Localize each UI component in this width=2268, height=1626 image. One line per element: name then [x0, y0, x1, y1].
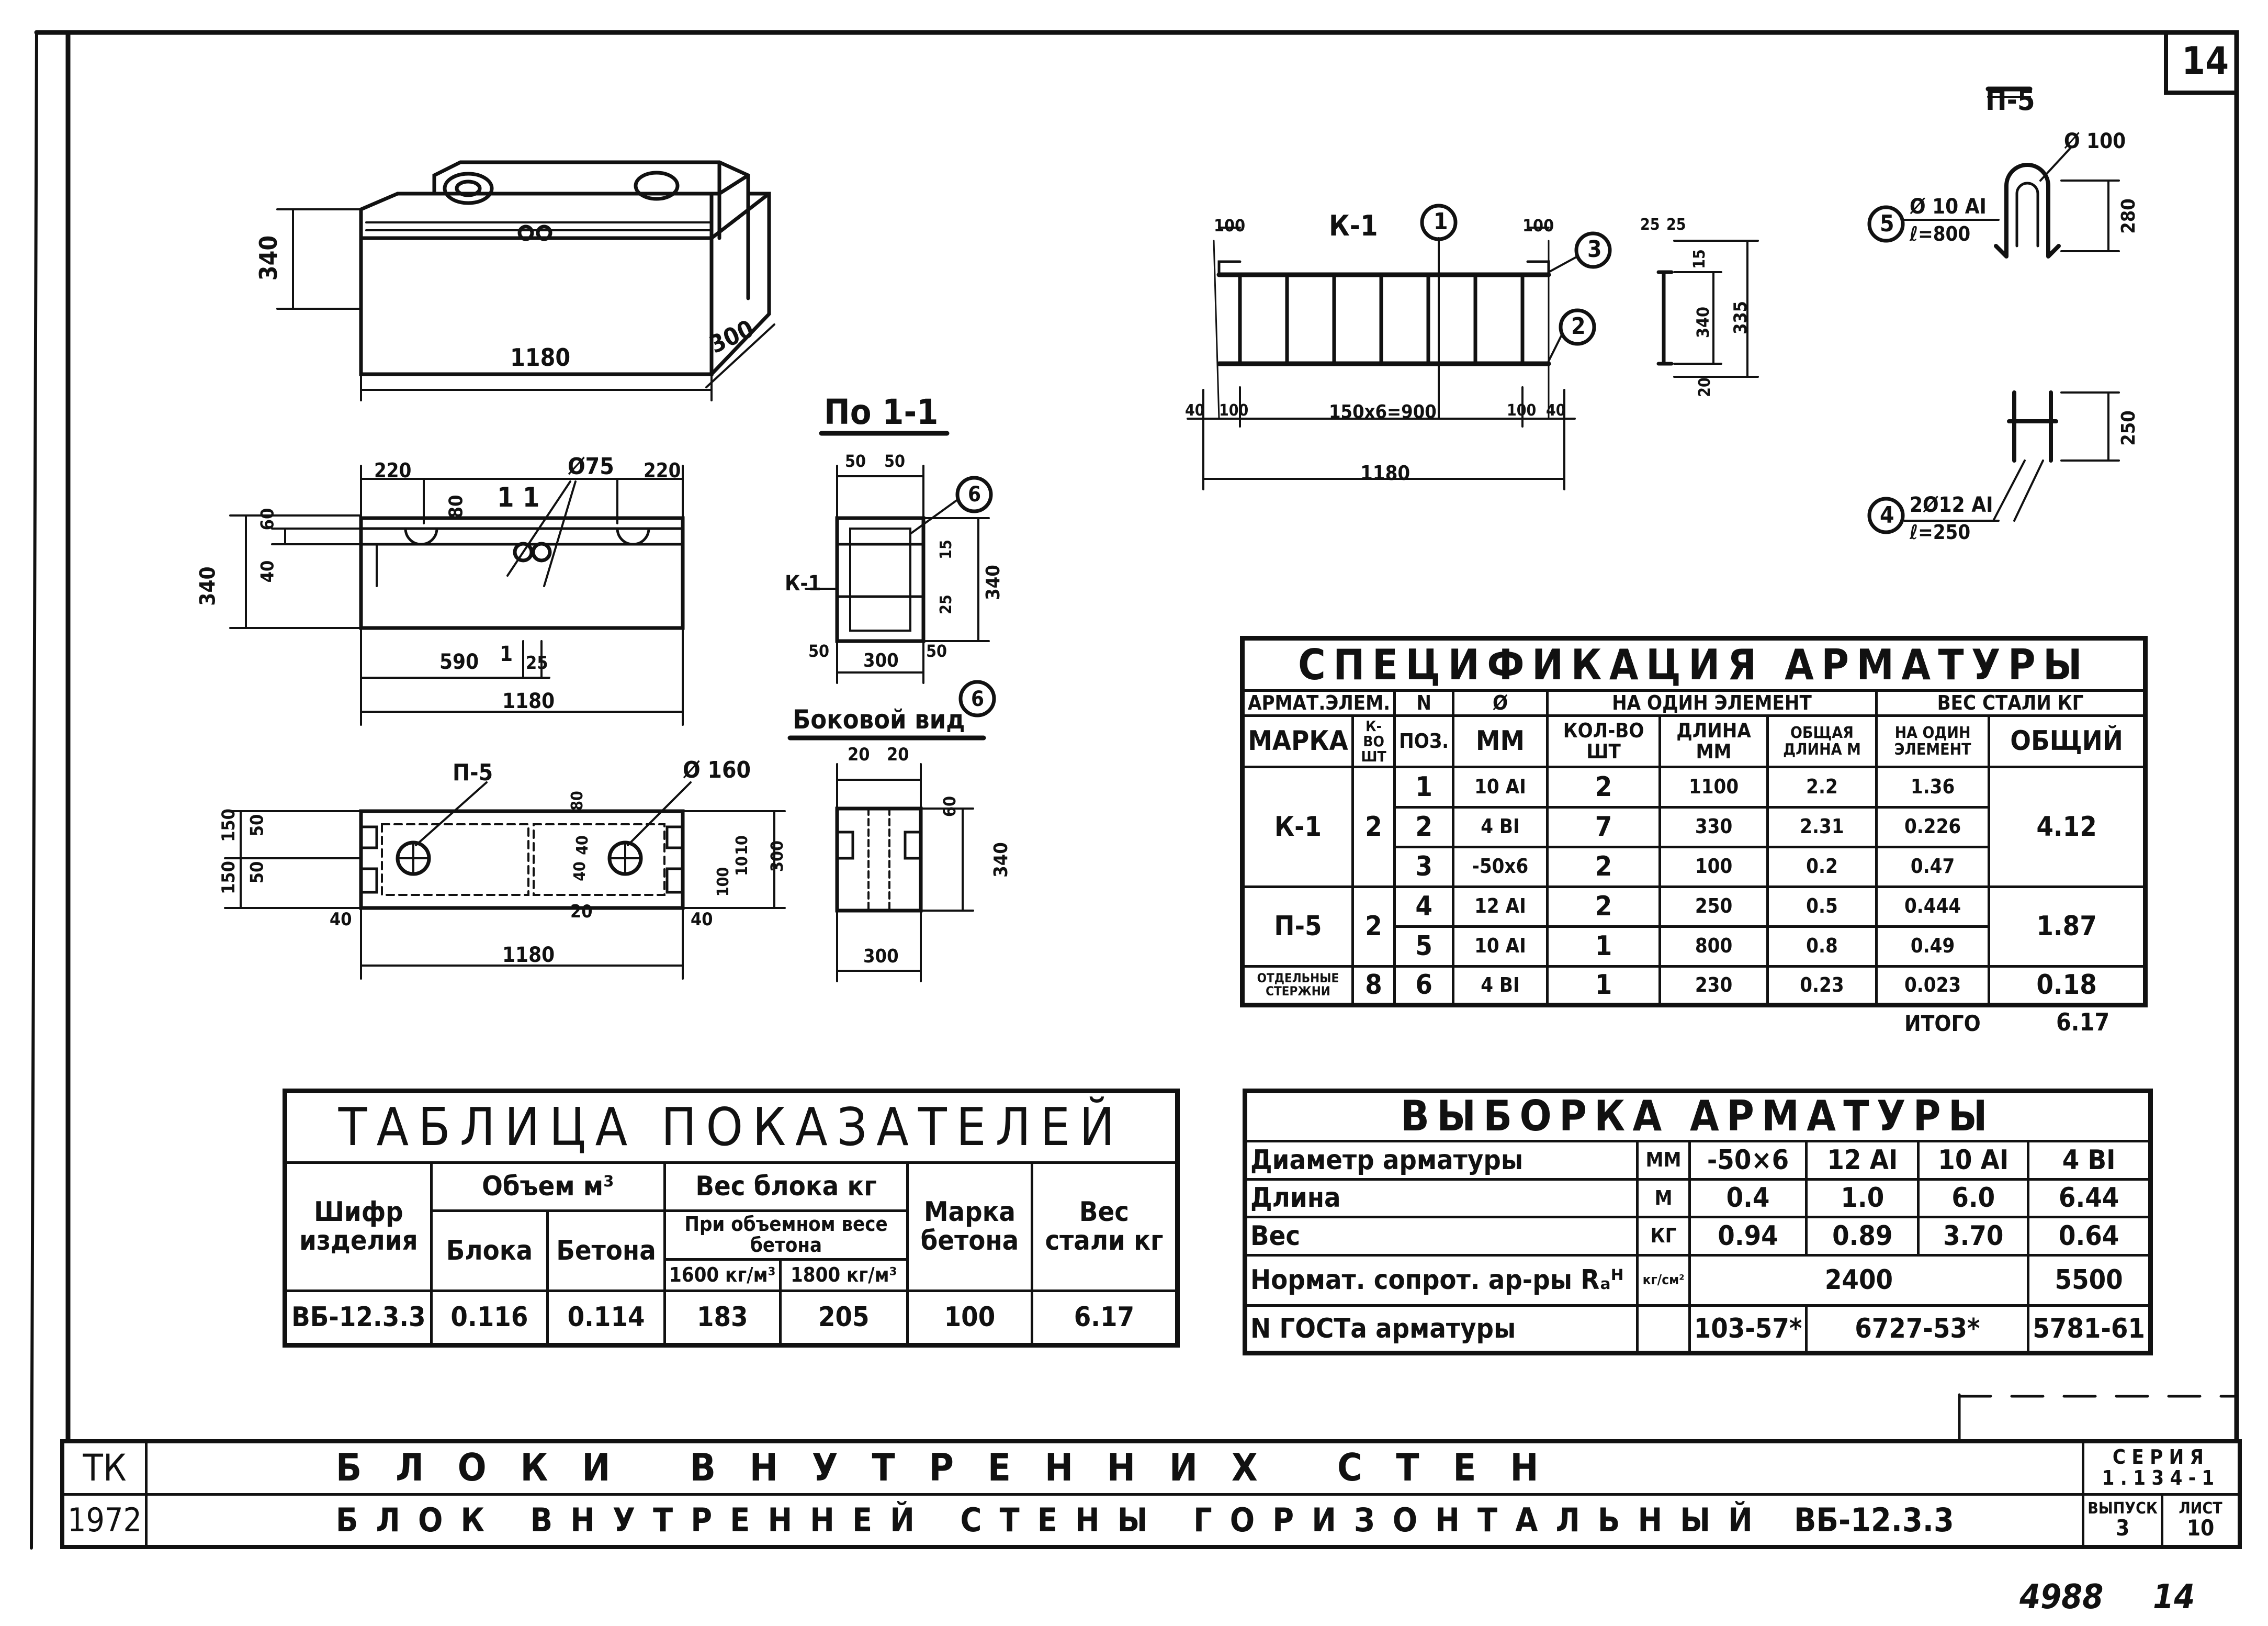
spec-row — [1243, 966, 2146, 1005]
sel-cell: 0.94 — [1689, 1217, 1807, 1255]
spec-sum-value: 6.17 — [2056, 1008, 2110, 1036]
rebar-specification-table — [1240, 636, 2148, 1007]
ind-grade: 100 — [908, 1291, 1032, 1345]
spec-row — [1243, 887, 2146, 926]
sel-cell: 1.0 — [1807, 1179, 1919, 1217]
spec-pos: 4 — [1395, 887, 1453, 926]
spec-total-len: 0.2 — [1767, 847, 1876, 887]
spec-weight-total: 1.87 — [1989, 887, 2146, 966]
spec-weight-one: 0.226 — [1877, 807, 1989, 847]
p5-spec4-len: ℓ=250 — [1910, 521, 1971, 544]
spec-title: СПЕЦИФИКАЦИЯ АРМАТУРЫ — [1243, 638, 2146, 691]
k1-dim-15: 15 — [1690, 249, 1709, 269]
k1-dim-100-right: 100 — [1507, 401, 1537, 420]
p5-callout-4: 4 — [1880, 502, 1894, 529]
spec-h-pos: N — [1395, 691, 1453, 715]
plan-dim-40a: 40 — [573, 835, 592, 855]
spec-weight-total: 4.12 — [1989, 767, 2146, 887]
section-dim-15: 15 — [936, 540, 955, 559]
ind-weight-1800: 205 — [780, 1291, 907, 1345]
ind-h-density: При объемном весе бетона — [665, 1211, 908, 1260]
sel-gost-2: 6727-53* — [1807, 1306, 2028, 1353]
p5-hole-dim: Ø 100 — [2064, 129, 2126, 153]
spec-h-total-len: ОБЩАЯ ДЛИНА М — [1767, 715, 1876, 767]
front-total-height: 340 — [196, 566, 220, 606]
spec-h-dia: Ø — [1453, 691, 1548, 715]
spec-pos: 6 — [1395, 966, 1453, 1005]
sel-norm-label: Нормат. сопрот. ар-ры Rₐᴴ — [1245, 1255, 1638, 1306]
plan-dim-40-left: 40 — [330, 909, 352, 930]
spec-body — [1243, 767, 2146, 1005]
plan-dim-150b: 150 — [218, 861, 239, 894]
spec-qty: 2 — [1352, 887, 1394, 966]
spec-pos: 2 — [1395, 807, 1453, 847]
side-view-title: Боковой вид — [793, 704, 965, 735]
ind-vol-block: 0.116 — [431, 1291, 547, 1345]
spec-qty: 8 — [1352, 966, 1394, 1005]
k1-callout-2: 2 — [1571, 313, 1586, 340]
ind-code: ВБ-12.3.3 — [285, 1291, 432, 1345]
selection-row — [1245, 1217, 2151, 1255]
front-dim-80: 80 — [445, 495, 467, 519]
spec-h-weight: ВЕС СТАЛИ КГ — [1877, 691, 2146, 715]
plan-dim-20: 20 — [570, 901, 593, 922]
tb-issue-cell — [2083, 1494, 2162, 1547]
plan-dim-100: 100 — [714, 867, 733, 897]
side-dim-20a: 20 — [848, 744, 870, 765]
ind-h-block-weight: Вес блока кг — [665, 1162, 908, 1211]
spec-h-w-one: НА ОДИН ЭЛЕМЕНТ — [1877, 715, 1989, 767]
spec-pos: 3 — [1395, 847, 1453, 887]
spec-count: 2 — [1547, 887, 1660, 926]
side-width-dim: 300 — [863, 946, 899, 967]
front-hole-dim: Ø75 — [568, 453, 614, 480]
section-title: По 1-1 — [824, 392, 939, 432]
plan-dim-10b: 10 — [732, 856, 751, 876]
k1-dim-340: 340 — [1693, 306, 1713, 339]
front-dim-right: 220 — [644, 459, 681, 482]
k1-dim-left: 100 — [1214, 216, 1246, 236]
plan-hole-dim: Ø 160 — [683, 757, 751, 783]
iso-length-dim: 1180 — [510, 343, 571, 372]
spec-pos: 1 — [1395, 767, 1453, 807]
spec-count: 7 — [1547, 807, 1660, 847]
spec-h-elem: АРМАТ.ЭЛЕМ. — [1243, 691, 1395, 715]
sel-norm-value: 2400 — [1689, 1255, 2028, 1306]
sel-cell: 0.89 — [1807, 1217, 1919, 1255]
tb-sheet-label: ЛИСТ — [2179, 1499, 2222, 1518]
spec-h-len: ДЛИНА ММ — [1660, 715, 1768, 767]
sel-cell: 0.4 — [1689, 1179, 1807, 1217]
plan-dim-40b: 40 — [570, 861, 589, 881]
selection-row — [1245, 1141, 2151, 1179]
p5-dim-250: 250 — [2117, 410, 2139, 446]
sel-cell: 6.44 — [2028, 1179, 2151, 1217]
plan-dim-50a: 50 — [246, 814, 268, 837]
spec-h-mark: МАРКА — [1243, 715, 1353, 767]
archive-stamp-left: 4988 — [2019, 1578, 2104, 1617]
spec-h-pos2: ПОЗ. — [1395, 715, 1453, 767]
title-block — [60, 1439, 2242, 1549]
ind-h-density-1800: 1800 кг/м³ — [780, 1260, 907, 1291]
spec-dia: 10 AI — [1453, 767, 1548, 807]
sel-norm-last: 5500 — [2028, 1255, 2151, 1306]
k1-dim-40-right: 40 — [1546, 401, 1566, 420]
ind-h-code: Шифр изделия — [285, 1162, 432, 1291]
indicators-table — [283, 1089, 1180, 1348]
front-dim-left: 220 — [374, 459, 412, 482]
tb-issue: 3 — [2115, 1515, 2130, 1541]
tb-issue-label: ВЫПУСК — [2088, 1499, 2158, 1518]
sel-cell: -50×6 — [1689, 1141, 1807, 1179]
ind-h-vol-block: Блока — [431, 1211, 547, 1291]
sel-row-unit: ММ — [1638, 1141, 1689, 1179]
spec-h-one: НА ОДИН ЭЛЕМЕНТ — [1547, 691, 1876, 715]
section-callout-6: 6 — [968, 483, 981, 507]
spec-weight-one: 1.36 — [1877, 767, 1989, 807]
spec-mark: П-5 — [1243, 887, 1353, 966]
sheet-number: 14 — [2182, 39, 2229, 83]
iso-depth-dim: 300 — [705, 314, 758, 359]
spec-weight-one: 0.47 — [1877, 847, 1989, 887]
sel-row-label: Вес — [1245, 1217, 1638, 1255]
tb-title-1: БЛОКИ ВНУТРЕННИХ СТЕН — [146, 1441, 2083, 1494]
sel-gost-1: 103-57* — [1689, 1306, 1807, 1353]
tb-tk: ТК — [62, 1441, 146, 1494]
side-height-dim: 340 — [990, 842, 1012, 878]
spec-weight-one: 0.444 — [1877, 887, 1989, 926]
spec-len: 100 — [1660, 847, 1768, 887]
p5-dim-280: 280 — [2117, 198, 2139, 234]
front-axis-mark: 1 — [500, 642, 513, 666]
spec-len: 230 — [1660, 966, 1768, 1005]
spec-dia: -50x6 — [1453, 847, 1548, 887]
tb-title-2-code: ВБ-12.3.3 — [1793, 1501, 1954, 1540]
selection-row — [1245, 1179, 2151, 1217]
rebar-selection-table — [1243, 1089, 2153, 1355]
sel-gost-3: 5781-61 — [2028, 1306, 2151, 1353]
section-k1-tag: К-1 — [785, 571, 821, 596]
front-dim-60: 60 — [257, 508, 278, 531]
spec-total-len: 0.23 — [1767, 966, 1876, 1005]
tb-year: 1972 — [62, 1494, 146, 1547]
section-bottom-50a: 50 — [808, 641, 830, 661]
indicators-title: ТАБЛИЦА ПОКАЗАТЕЛЕЙ — [285, 1091, 1178, 1163]
sel-row-label: Длина — [1245, 1179, 1638, 1217]
spec-total-len: 0.5 — [1767, 887, 1876, 926]
spec-len: 330 — [1660, 807, 1768, 847]
spec-dia: 4 BI — [1453, 966, 1548, 1005]
front-dim-40: 40 — [257, 560, 278, 583]
sel-row-unit: М — [1638, 1179, 1689, 1217]
front-length-dim: 1180 — [502, 689, 555, 713]
plan-dim-40-right: 40 — [691, 909, 713, 930]
k1-dim-20: 20 — [1695, 377, 1714, 397]
ind-h-steel: Вес стали кг — [1032, 1162, 1177, 1291]
spec-h-w-total: ОБЩИЙ — [1989, 715, 2146, 767]
k1-callout-3: 3 — [1587, 236, 1602, 263]
plan-tag: П-5 — [453, 759, 493, 786]
spec-total-len: 2.2 — [1767, 767, 1876, 807]
tb-title-2: БЛОК ВНУТРЕННЕЙ СТЕНЫ ГОРИЗОНТАЛЬНЫЙ — [335, 1501, 1770, 1540]
p5-title: П-5 — [1985, 84, 2035, 117]
spec-dia: 10 AI — [1453, 926, 1548, 966]
spec-count: 2 — [1547, 767, 1660, 807]
spec-dia: 12 AI — [1453, 887, 1548, 926]
plan-dim-10a: 10 — [732, 835, 751, 855]
tb-series: 1.134-1 — [2102, 1466, 2220, 1490]
k1-dim-right: 100 — [1522, 216, 1554, 236]
ind-h-vol-concrete: Бетона — [548, 1211, 665, 1291]
spec-len: 800 — [1660, 926, 1768, 966]
k1-callout-1: 1 — [1434, 208, 1448, 235]
spec-weight-one: 0.023 — [1877, 966, 1989, 1005]
sel-gost-label: N ГОСТа арматуры — [1245, 1306, 1638, 1353]
front-half-length: 590 — [439, 650, 479, 674]
spec-h-mm: ММ — [1453, 715, 1548, 767]
spec-weight-one: 0.49 — [1877, 926, 1989, 966]
front-section-mark: 1 1 — [497, 482, 540, 513]
plan-dim-150a: 150 — [218, 809, 239, 842]
spec-total-len: 2.31 — [1767, 807, 1876, 847]
k1-dim-25a: 25 — [1640, 216, 1660, 234]
spec-weight-total: 0.18 — [1989, 966, 2146, 1005]
ind-h-volume: Объем м³ — [431, 1162, 664, 1211]
k1-title: К-1 — [1329, 209, 1378, 242]
sel-cell: 0.64 — [2028, 1217, 2151, 1255]
tb-series-label: СЕРИЯ — [2112, 1445, 2210, 1469]
ind-h-grade: Марка бетона — [908, 1162, 1032, 1291]
p5-callout-5: 5 — [1880, 210, 1894, 237]
tb-title-2-cell — [146, 1494, 2083, 1547]
p5-spec5-len: ℓ=800 — [1910, 222, 1971, 245]
front-dim-25: 25 — [526, 653, 548, 674]
iso-height-dim: 340 — [254, 235, 283, 281]
k1-total-dim: 1180 — [1360, 462, 1411, 485]
spec-sum-label: ИТОГО — [1904, 1011, 1981, 1036]
side-view-callout: 6 — [971, 687, 985, 711]
archive-stamp-right: 14 — [2153, 1578, 2195, 1617]
p5-spec5-dia: Ø 10 AI — [1910, 195, 1987, 219]
k1-dim-100-left: 100 — [1219, 401, 1249, 420]
section-width-dim: 300 — [863, 650, 899, 671]
sel-cell: 4 BI — [2028, 1141, 2151, 1179]
spec-h-qty: К-ВО ШТ — [1352, 715, 1394, 767]
section-top-50b: 50 — [884, 451, 906, 471]
plan-dim-300: 300 — [767, 840, 787, 872]
sel-gost-unit — [1638, 1306, 1689, 1353]
tb-sheet-cell — [2162, 1494, 2240, 1547]
ind-weight-1600: 183 — [665, 1291, 781, 1345]
p5-spec4-dia: 2Ø12 AI — [1910, 493, 1993, 517]
plan-length-dim: 1180 — [502, 943, 555, 967]
sel-norm-unit: кг/см² — [1638, 1255, 1689, 1306]
spec-pos: 5 — [1395, 926, 1453, 966]
side-dim-60: 60 — [940, 795, 960, 817]
section-bottom-50b: 50 — [926, 641, 947, 661]
spec-dia: 4 BI — [1453, 807, 1548, 847]
tb-series-cell — [2083, 1441, 2240, 1494]
spec-mark: ОТДЕЛЬНЫЕ СТЕРЖНИ — [1243, 966, 1353, 1005]
plan-dim-50b: 50 — [246, 861, 268, 884]
sel-cell: 3.70 — [1919, 1217, 2028, 1255]
spec-len: 1100 — [1660, 767, 1768, 807]
spec-len: 250 — [1660, 887, 1768, 926]
spec-h-count: КОЛ-ВО ШТ — [1547, 715, 1660, 767]
spec-mark: К-1 — [1243, 767, 1353, 887]
k1-dim-25b: 25 — [1666, 216, 1686, 234]
spec-count: 2 — [1547, 847, 1660, 887]
spec-count: 1 — [1547, 926, 1660, 966]
tb-sheet: 10 — [2186, 1515, 2215, 1541]
spec-total-len: 0.8 — [1767, 926, 1876, 966]
spec-count: 1 — [1547, 966, 1660, 1005]
section-dim-25: 25 — [936, 595, 955, 614]
plan-dim-80: 80 — [568, 791, 586, 811]
section-top-50a: 50 — [845, 451, 866, 471]
k1-dim-40-left: 40 — [1185, 401, 1205, 420]
spec-qty: 2 — [1352, 767, 1394, 887]
ind-vol-concrete: 0.114 — [548, 1291, 665, 1345]
section-height-dim: 340 — [982, 565, 1004, 600]
ind-steel: 6.17 — [1032, 1291, 1177, 1345]
selection-body — [1245, 1141, 2151, 1255]
selection-title: ВЫБОРКА АРМАТУРЫ — [1245, 1091, 2151, 1141]
spec-row — [1243, 767, 2146, 807]
side-dim-20b: 20 — [887, 744, 909, 765]
sel-cell: 12 AI — [1807, 1141, 1919, 1179]
ind-h-density-1600: 1600 кг/м³ — [665, 1260, 781, 1291]
sel-row-label: Диаметр арматуры — [1245, 1141, 1638, 1179]
sel-row-unit: КГ — [1638, 1217, 1689, 1255]
k1-spacing-dim: 150x6=900 — [1329, 401, 1437, 423]
sel-cell: 10 AI — [1919, 1141, 2028, 1179]
k1-dim-335: 335 — [1730, 301, 1751, 334]
sel-cell: 6.0 — [1919, 1179, 2028, 1217]
